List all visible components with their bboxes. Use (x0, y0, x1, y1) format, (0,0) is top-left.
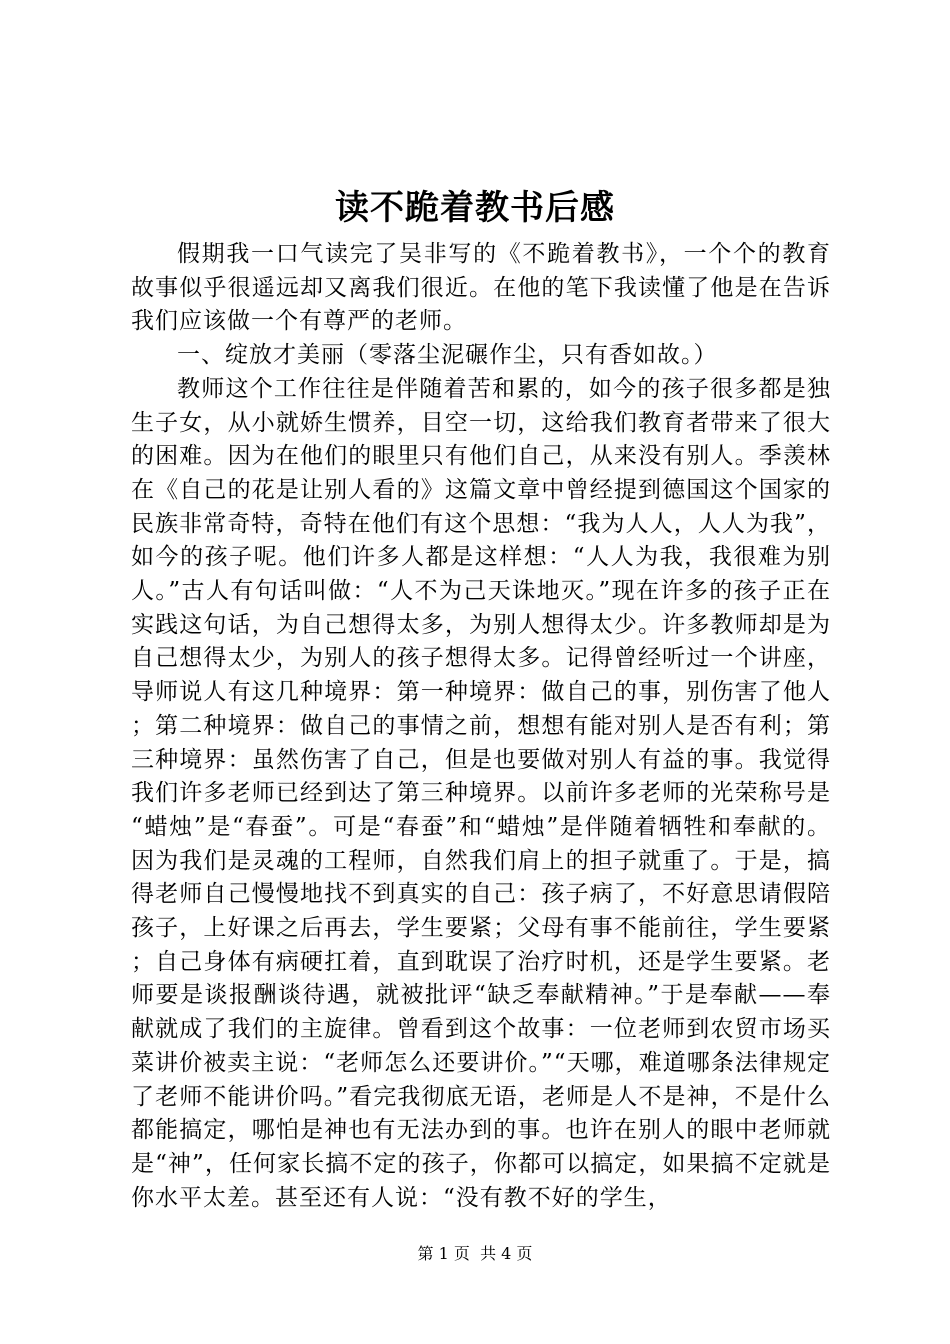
document-title: 读不跪着教书后感 (335, 188, 615, 228)
document-body (131, 238, 831, 1215)
paragraph-intro: 假期我一口气读完了吴非写的《不跪着教书》，一个个的教育故事似乎很遥远却又离我们很近。在他的笔下我读懂了他是在告诉我们应该做一个有尊严的老师。 (131, 241, 831, 335)
page-number-footer: 第 1 页 共 4 页 (417, 1244, 533, 1263)
section-heading: 一、绽放才美丽（零落尘泥碾作尘，只有香如故。） (177, 342, 718, 369)
paragraph-main: 教师这个工作往往是伴随着苦和累的，如今的孩子很多都是独生子女，从小就娇生惯养，目空一切，这给我们教育者带来了很大的困难。因为在他们的眼里只有他们自己，从来没有别人。季羡林在《自己的花是让别人看的》这篇文章中曾经提到德国这个国家的民族非常奇特，奇特在他们有这个思想：“我为人人，人人为我”，如今的孩子呢。他们许多人都是这样想：“人人为我，我很难为别人。”古人有句话叫做：“人不为己天诛地灭。”现在许多的孩子正在实践这句话，为自己想得太多，为别人想得太少。许多教师却是为自己想得太少，为别人的孩子想得太多。记得曾经听过一个讲座，导师说人有这几种境界：第一种境界：做自己的事，别伤害了他人；第二种境界：做自己的事情之前，想想有能对别人是否有利；第三种境界：虽然伤害了自己，但是也要做对别人有益的事。我觉得我们许多老师已经到达了第三种境界。以前许多老师的光荣称号是“蜡烛”是“春蚕”。可是“春蚕”和“蜡烛”是伴随着牺牲和奉献的。因为我们是灵魂的工程师，自然我们肩上的担子就重了。于是，搞得老师自己慢慢地找不到真实的自己：孩子病了，不好意思请假陪孩子，上好课之后再去，学生要紧；父母有事不能前往，学生要紧；自己身体有病硬扛着，直到耽误了治疗时机，还是学生要紧。老师要是谈报酬谈待遇，就被批评“缺乏奉献精神。”于是奉献——奉献就成了我们的主旋律。曾看到这个故事：一位老师到农贸市场买菜讲价被卖主说：“老师怎么还要讲价。”“天哪，难道哪条法律规定了老师不能讲价吗。”看完我彻底无语，老师是人不是神，不是什么都能搞定，哪怕是神也有无法办到的事。也许在别人的眼中老师就是“神”，任何家长搞不定的孩子，你都可以搞定，如果搞不定就是你水平太差。甚至还有人说：“没有教不好的学生， (131, 375, 831, 1211)
